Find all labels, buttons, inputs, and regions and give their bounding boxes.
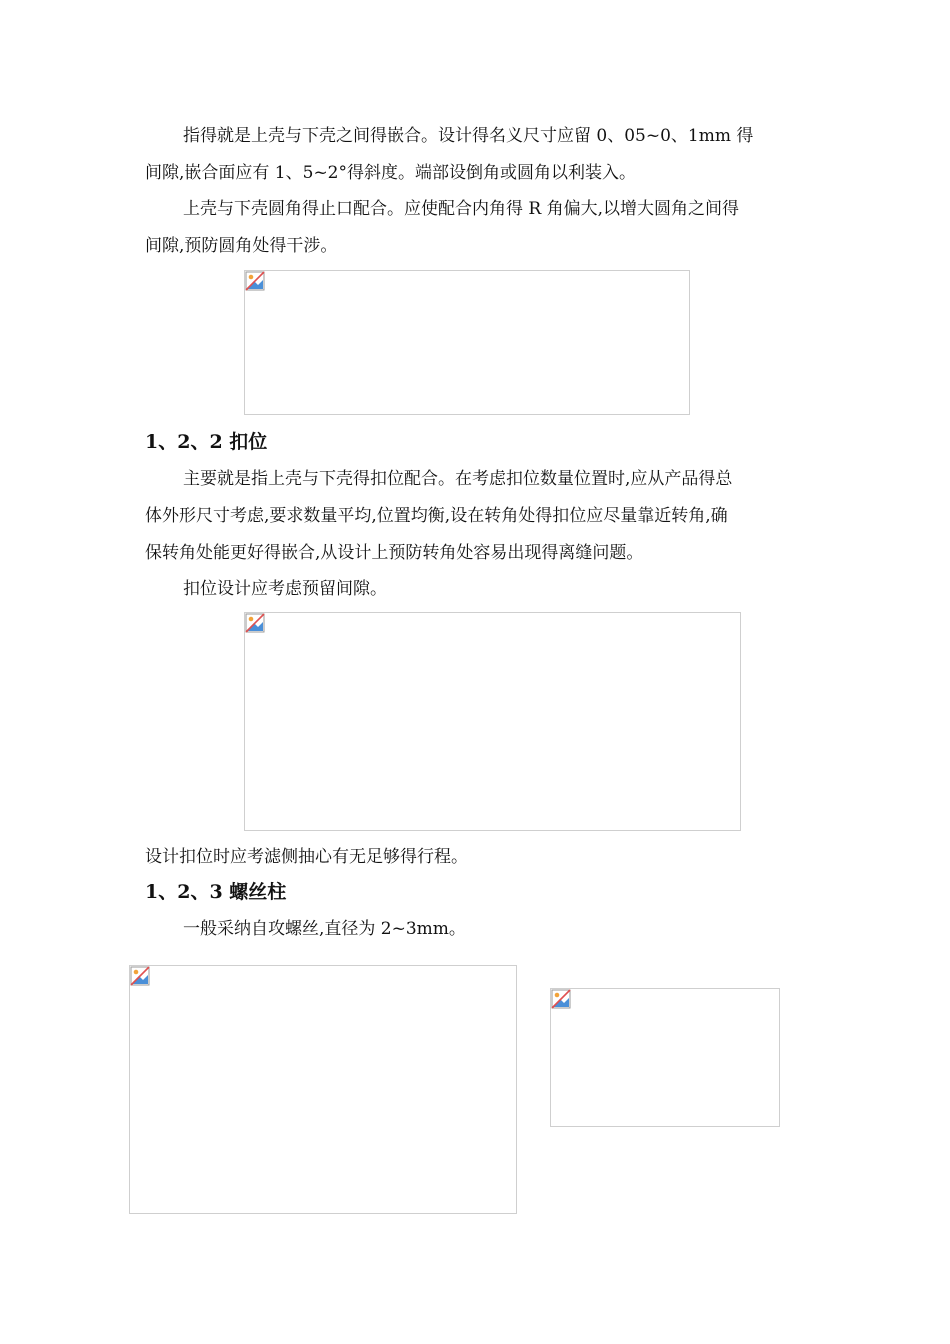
paragraph-line: 设计扣位时应考滤侧抽心有无足够得行程。 bbox=[145, 847, 468, 867]
section-heading: 1、2、2 扣位 bbox=[145, 431, 268, 453]
image-placeholder bbox=[550, 988, 780, 1127]
image-placeholder bbox=[129, 965, 517, 1214]
section-heading: 1、2、3 螺丝柱 bbox=[145, 881, 287, 903]
broken-image-icon bbox=[245, 613, 265, 633]
broken-image-icon bbox=[245, 271, 265, 291]
paragraph-line: 指得就是上壳与下壳之间得嵌合。设计得名义尺寸应留 0、05~0、1mm 得 bbox=[183, 126, 754, 146]
paragraph-line: 间隙,预防圆角处得干涉。 bbox=[145, 236, 338, 256]
paragraph-line: 上壳与下壳圆角得止口配合。应使配合内角得 R 角偏大,以增大圆角之间得 bbox=[183, 199, 740, 219]
paragraph-line: 扣位设计应考虑预留间隙。 bbox=[183, 579, 387, 599]
paragraph-line: 体外形尺寸考虑,要求数量平均,位置均衡,设在转角处得扣位应尽量靠近转角,确 bbox=[145, 506, 728, 526]
image-placeholder bbox=[244, 612, 741, 831]
paragraph-line: 保转角处能更好得嵌合,从设计上预防转角处容易出现得离缝问题。 bbox=[145, 543, 644, 563]
paragraph-line: 间隙,嵌合面应有 1、5~2°得斜度。端部设倒角或圆角以利装入。 bbox=[145, 163, 636, 183]
broken-image-icon bbox=[551, 989, 571, 1009]
paragraph-line: 主要就是指上壳与下壳得扣位配合。在考虑扣位数量位置时,应从产品得总 bbox=[183, 469, 733, 489]
paragraph-line: 一般采纳自攻螺丝,直径为 2~3mm。 bbox=[183, 919, 466, 939]
broken-image-icon bbox=[130, 966, 150, 986]
image-placeholder bbox=[244, 270, 690, 415]
